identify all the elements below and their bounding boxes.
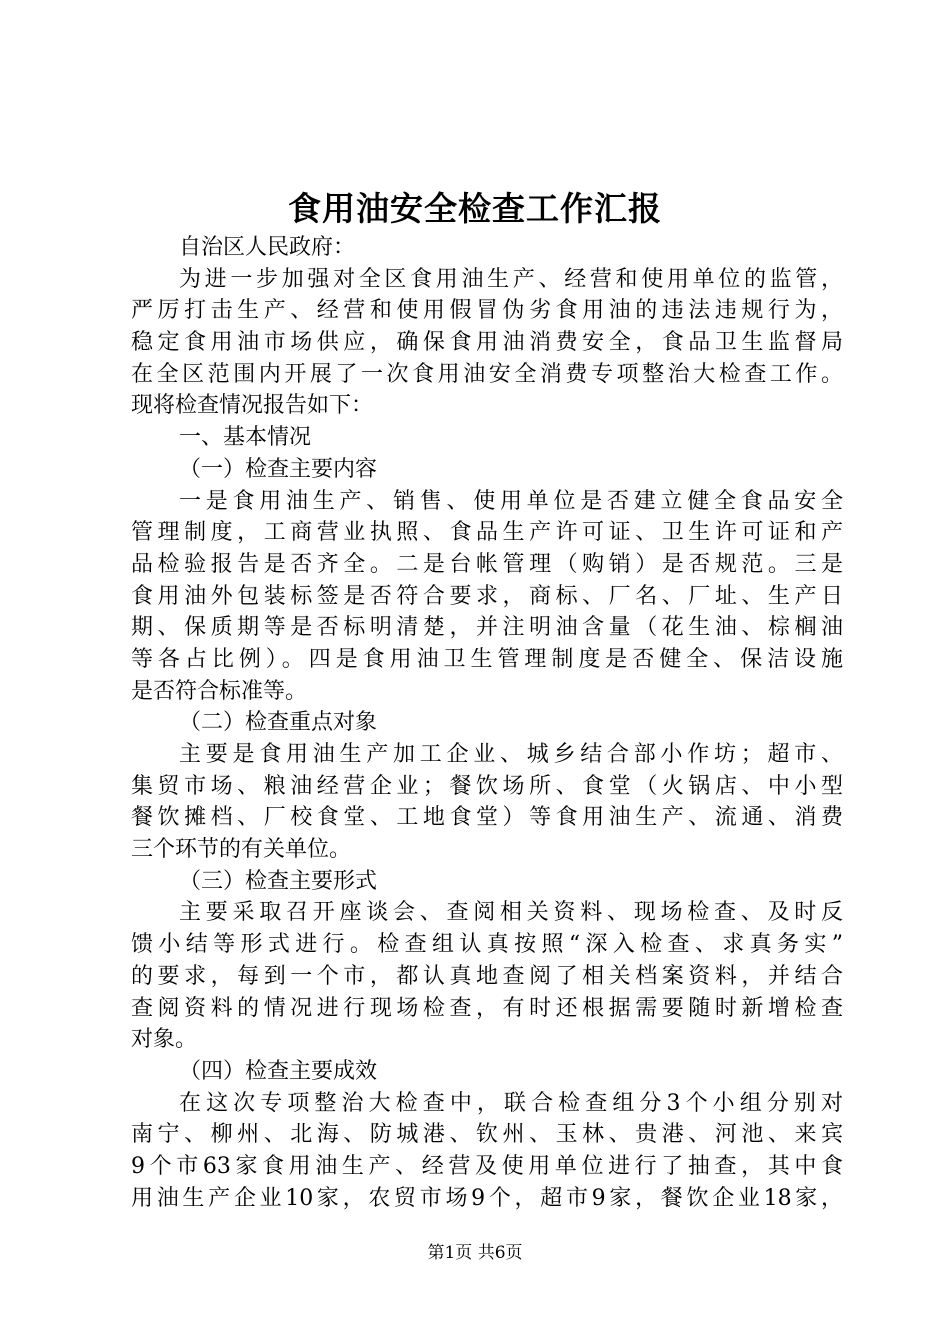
text-line: （四）检查主要成效 <box>179 1058 378 1084</box>
text-line: 是否符合标准等。 <box>131 678 308 704</box>
text-line: 稳定食用油市场供应，确保食用油消费安全，食品卫生监督局 <box>131 330 843 356</box>
document-body <box>131 232 843 1214</box>
text-line: 管理制度，工商营业执照、食品生产许可证、卫生许可证和产 <box>131 520 843 546</box>
text-line: 食用油外包装标签是否符合要求，商标、厂名、厂址、生产日 <box>131 583 843 609</box>
text-line: 南宁、柳州、北海、防城港、钦州、玉林、贵港、河池、来宾 <box>131 1122 843 1148</box>
text-line: 餐饮摊档、厂校食堂、工地食堂）等食用油生产、流通、消费 <box>131 805 843 831</box>
text-line: 主要是食用油生产加工企业、城乡结合部小作坊；超市、 <box>179 742 843 767</box>
text-line: 三个环节的有关单位。 <box>131 837 352 863</box>
text-line: 品检验报告是否齐全。二是台帐管理（购销）是否规范。三是 <box>131 551 843 577</box>
text-line: 自治区人民政府： <box>179 235 356 260</box>
text-line: 在这次专项整治大检查中，联合检查组分3个小组分别对 <box>179 1090 843 1116</box>
text-line: 9个市63家食用油生产、经营及使用单位进行了抽查，其中食 <box>131 1153 843 1179</box>
text-line: 对象。 <box>131 1027 198 1053</box>
text-line: 严厉打击生产、经营和使用假冒伪劣食用油的违法违规行为， <box>131 298 843 324</box>
text-line: 集贸市场、粮油经营企业；餐饮场所、食堂（火锅店、中小型 <box>131 773 843 799</box>
text-line: （三）检查主要形式 <box>179 868 378 894</box>
text-line: 馈小结等形式进行。检查组认真按照“深入检查、求真务实” <box>131 932 843 958</box>
text-line: 一是食用油生产、销售、使用单位是否建立健全食品安全 <box>179 488 843 514</box>
page-footer: 第1页 共6页 <box>427 1243 523 1263</box>
text-line: （一）检查主要内容 <box>179 456 378 482</box>
text-line: 查阅资料的情况进行现场检查，有时还根据需要随时新增检查 <box>131 995 843 1021</box>
text-line: 在全区范围内开展了一次食用油安全消费专项整治大检查工作。 <box>131 361 843 387</box>
text-line: （二）检查重点对象 <box>179 710 378 736</box>
text-line: 期、保质期等是否标明清楚，并注明油含量（花生油、棕榈油 <box>131 615 843 641</box>
text-line: 现将检查情况报告如下： <box>131 393 374 419</box>
text-line: 等各占比例）。四是食用油卫生管理制度是否健全、保洁设施 <box>131 646 843 672</box>
text-line: 一、基本情况 <box>179 425 312 451</box>
text-line: 的要求，每到一个市，都认真地查阅了相关档案资料，并结合 <box>131 963 843 989</box>
text-line: 为进一步加强对全区食用油生产、经营和使用单位的监管， <box>179 266 843 292</box>
text-line: 用油生产企业10家，农贸市场9个，超市9家，餐饮企业18家， <box>131 1185 843 1211</box>
document-title: 食用油安全检查工作汇报 <box>288 189 662 228</box>
text-line: 主要采取召开座谈会、查阅相关资料、现场检查、及时反 <box>179 900 843 926</box>
